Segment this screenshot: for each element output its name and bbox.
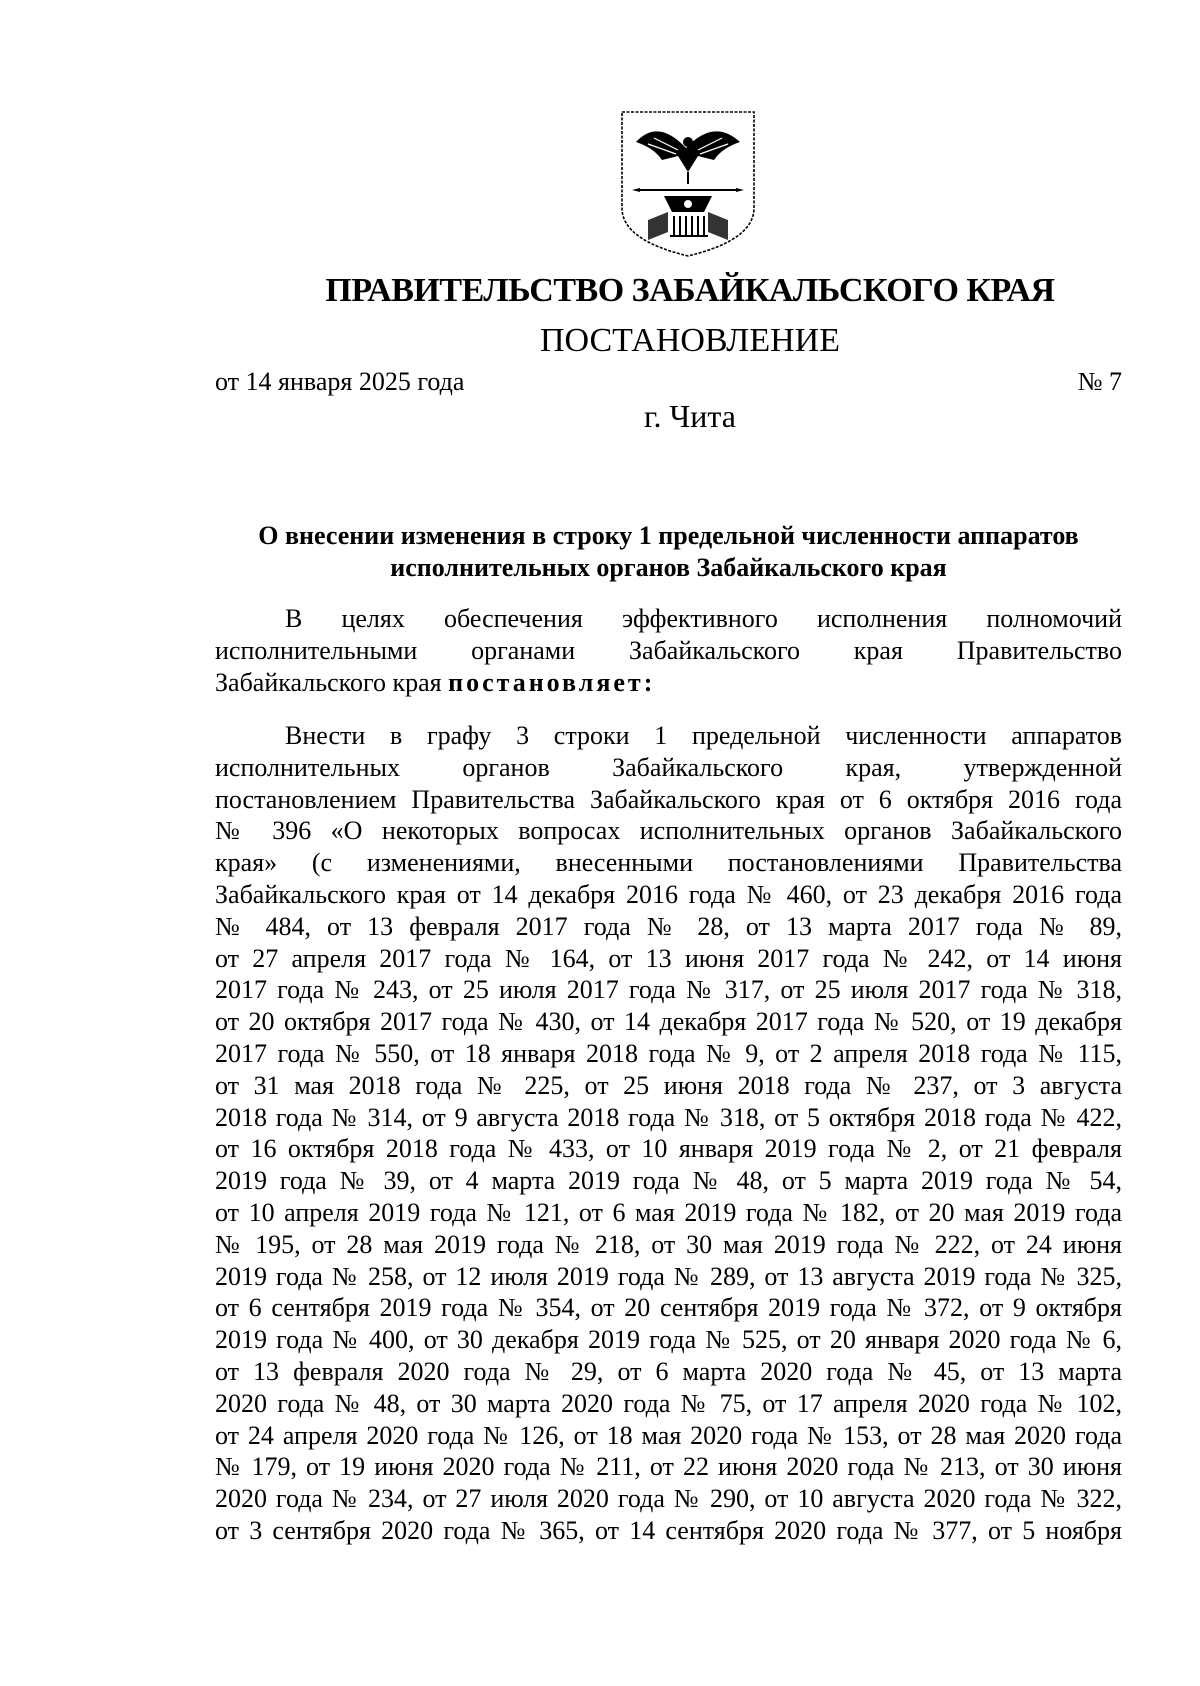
body-line: постановлением Правительства Забайкальского края от 6 октября 2016 года bbox=[215, 784, 1122, 814]
body-line: № 396 «О некоторых вопросах исполнительных органов Забайкальского bbox=[215, 816, 1122, 846]
body-line: № 179, от 19 июня 2020 года № 211, от 22 июня 2020 года № 213, от 30 июня bbox=[215, 1452, 1122, 1482]
body-paragraph bbox=[215, 720, 1122, 1547]
government-name: ПРАВИТЕЛЬСТВО ЗАБАЙКАЛЬСКОГО КРАЯ bbox=[325, 272, 1055, 309]
body-line: от 24 апреля 2020 года № 126, от 18 мая 2020 года № 153, от 28 мая 2020 года bbox=[215, 1420, 1122, 1450]
preamble-text: Забайкальского края bbox=[215, 667, 449, 697]
city-name: г. Чита bbox=[643, 398, 736, 434]
resolution-keyword: постановляет: bbox=[448, 667, 656, 697]
document-number: № 7 bbox=[1077, 367, 1122, 396]
body-line: от 13 февраля 2020 года № 29, от 6 марта 2020 года № 45, от 13 марта bbox=[215, 1356, 1122, 1386]
document-title bbox=[215, 520, 1122, 584]
preamble-line: В целях обеспечения эффективного исполнения полномочий bbox=[285, 604, 1122, 633]
document-date: от 14 января 2025 года bbox=[215, 367, 465, 396]
body-line: от 6 сентября 2019 года № 354, от 20 сентября 2019 года № 372, от 9 октября bbox=[215, 1293, 1122, 1323]
document-type: ПОСТАНОВЛЕНИЕ bbox=[539, 322, 841, 359]
body-line: от 10 апреля 2019 года № 121, от 6 мая 2019 года № 182, от 20 мая 2019 года bbox=[215, 1197, 1122, 1227]
body-line: 2017 года № 243, от 25 июля 2017 года № 317, от 25 июля 2017 года № 318, bbox=[215, 975, 1122, 1005]
body-line: края» (с изменениями, внесенными постановлениями Правительства bbox=[215, 848, 1122, 878]
title-line: О внесении изменения в строку 1 предельной численности аппаратов bbox=[258, 521, 1079, 550]
body-line: 2019 года № 400, от 30 декабря 2019 года № 525, от 20 января 2020 года № 6, bbox=[215, 1325, 1122, 1355]
coat-of-arms-emblem bbox=[618, 108, 758, 260]
body-line: от 3 сентября 2020 года № 365, от 14 сентября 2020 года № 377, от 5 ноября bbox=[215, 1515, 1122, 1545]
preamble-line: исполнительными органами Забайкальского края Правительство bbox=[215, 635, 1122, 665]
body-line: 2020 года № 234, от 27 июля 2020 года № 290, от 10 августа 2020 года № 322, bbox=[215, 1484, 1122, 1514]
body-line: Внести в графу 3 строки 1 предельной численности аппаратов bbox=[285, 721, 1122, 750]
body-line: исполнительных органов Забайкальского края, утвержденной bbox=[215, 752, 1122, 782]
body-line: № 484, от 13 февраля 2017 года № 28, от 13 марта 2017 года № 89, bbox=[215, 911, 1122, 941]
body-line: от 27 апреля 2017 года № 164, от 13 июня 2017 года № 242, от 14 июня bbox=[215, 943, 1122, 973]
title-line: исполнительных органов Забайкальского края bbox=[390, 553, 947, 582]
body-line: от 16 октября 2018 года № 433, от 10 января 2019 года № 2, от 21 февраля bbox=[215, 1134, 1122, 1164]
body-line: № 195, от 28 мая 2019 года № 218, от 30 мая 2019 года № 222, от 24 июня bbox=[215, 1229, 1122, 1259]
preamble-paragraph bbox=[215, 603, 1122, 698]
body-line: 2018 года № 314, от 9 августа 2018 года № 318, от 5 октября 2018 года № 422, bbox=[215, 1102, 1122, 1132]
body-line: Забайкальского края от 14 декабря 2016 года № 460, от 23 декабря 2016 года bbox=[215, 879, 1122, 909]
preamble-line bbox=[215, 667, 1122, 699]
body-line: 2019 года № 39, от 4 марта 2019 года № 48, от 5 марта 2019 года № 54, bbox=[215, 1166, 1122, 1196]
body-line: 2019 года № 258, от 12 июля 2019 года № 289, от 13 августа 2019 года № 325, bbox=[215, 1261, 1122, 1291]
body-line: 2017 года № 550, от 18 января 2018 года № 9, от 2 апреля 2018 года № 115, bbox=[215, 1038, 1122, 1068]
body-line: 2020 года № 48, от 30 марта 2020 года № 75, от 17 апреля 2020 года № 102, bbox=[215, 1388, 1122, 1418]
body-line: от 31 мая 2018 года № 225, от 25 июня 2018 года № 237, от 3 августа bbox=[215, 1070, 1122, 1100]
body-line: от 20 октября 2017 года № 430, от 14 декабря 2017 года № 520, от 19 декабря bbox=[215, 1007, 1122, 1037]
